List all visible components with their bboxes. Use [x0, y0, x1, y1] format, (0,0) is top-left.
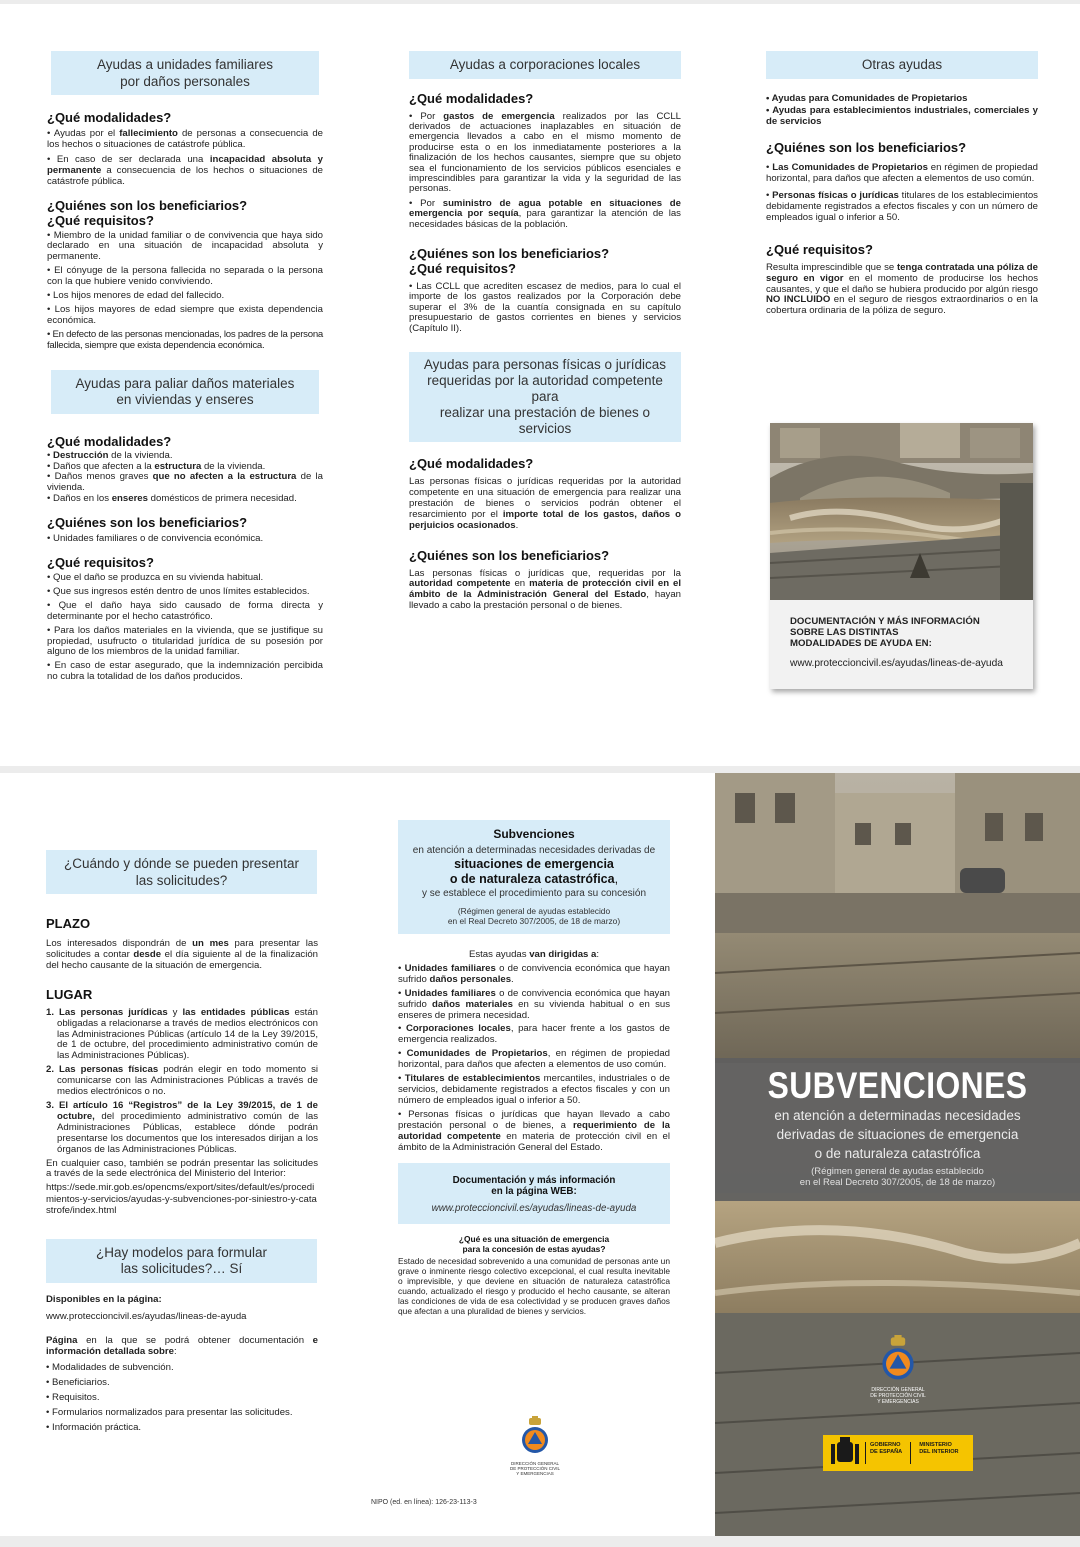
models-url-link[interactable]: www.proteccioncivil.es/ayudas/lineas-de-ayuda — [46, 1311, 247, 1323]
paragraph: • En caso de ser declarada una incapacidad absoluta y permanente a consecuencia de los hechos o situaciones de catástrofe pública. — [47, 153, 323, 187]
list-item: • Daños que afecten a la estructura de la vivienda. — [47, 460, 266, 472]
sede-url-link[interactable]: https://sede.mir.gob.es/opencms/export/sites/default/es/procedimientos-y-servicios/ayudas-y-subvenciones-por-siniestro-y-catastrofe/index.html — [46, 1182, 317, 1217]
government-logo-strip: GOBIERNO DE ESPAÑA MINISTERIO DEL INTERIOR — [823, 1435, 973, 1471]
column-when-where — [46, 850, 318, 1434]
cover-panel — [715, 773, 1080, 1536]
paragraph: Disponibles en la página: — [46, 1293, 162, 1305]
list-item: 2. Las personas físicas podrán elegir en todo momento si comunicarse con las Administraciones Públicas a través de medios electrónicos o no. — [46, 1064, 319, 1098]
list-item: • Modalidades de subvención. — [46, 1362, 174, 1374]
list-item: • Unidades familiares o de convivencia económica que hayan sufrido daños personales. — [398, 962, 670, 985]
column-family-aid — [47, 51, 323, 683]
paragraph: • Por suministro de agua potable en situaciones de emergencia por sequía, para garantizar la atención de las necesidades básicas de la población. — [409, 197, 681, 230]
requirements-list — [47, 231, 323, 352]
paragraph: En cualquier caso, también se podrán presentar las solicitudes a través de la sede electrónica del Ministerio del Interior: — [46, 1157, 318, 1180]
list-item: • Requisitos. — [46, 1392, 100, 1404]
nipo-code: NIPO (ed. en línea): 126-23-113-3 — [371, 1499, 477, 1506]
list-item: 3. El artículo 16 “Registros” de la Ley 39/2015, de 1 de octubre, del procedimiento administrativo común de las Administraciones Públicas, establece dónde podrán presentarse los documentos que los interesados dirijan a los órganos de las Administraciones Públicas. — [46, 1099, 318, 1155]
list-item: • Formularios normalizados para presentar las solicitudes. — [46, 1407, 293, 1419]
web-url-link[interactable]: www.proteccioncivil.es/ayudas/lineas-de-ayuda — [431, 1203, 637, 1215]
protection-civil-emblem-icon — [880, 1335, 916, 1383]
column-subsidies — [398, 820, 671, 1476]
list-item: • Información práctica. — [46, 1422, 142, 1434]
section-header-family-aid: Ayudas a unidades familiares por daños personales — [51, 51, 319, 95]
heading-beneficiarios: ¿Quiénes son los beneficiarios? ¿Qué requisitos? — [409, 245, 610, 276]
list-item: • Los hijos mayores de edad siempre que exista dependencia económica. — [47, 303, 323, 326]
protection-civil-logo: DIRECCIÓN GENERAL DE PROTECCIÓN CIVIL Y EMERGENCIAS — [508, 1416, 562, 1476]
beneficiaries-list — [398, 964, 670, 1154]
list-item: • Titulares de establecimientos mercantiles, industriales o de servicios, debidamente registrados a efectos fiscales y con un número de empleados igual o inferior a 50. — [398, 1073, 670, 1106]
paragraph: • Ayudas por el fallecimiento de personas a consecuencia de los hechos o situaciones de catástrofe pública. — [47, 128, 324, 150]
paragraph: • Por gastos de emergencia realizados por las CCLL derivados de actuaciones inaplazables en situación de emergencia llevados a cabo en el mismo momento de producirse esta o en los inmediatamente posteriores a la finalización de los hechos causantes, siempre que su objeto sea el funcionamiento de los servicios públicos esenciales e imprescindibles para garantizar la vida y la seguridad de las personas. — [409, 110, 682, 195]
subsidies-intro-box: Subvenciones en atención a determinadas necesidades derivadas de situaciones de emergencia o de naturaleza catastrófica, y se establece el procedimiento para su concesión (Régimen general de ayudas establecido en el Real Decreto 307/2005, de 18 de marzo) — [398, 820, 670, 934]
column-other-aid — [766, 51, 1038, 317]
list-item: • Para los daños materiales en la vivienda, que se justifique su propiedad, usufructo o titularidad jurídica de su posesión por alguno de los miembros de la unidad familiar. — [47, 624, 323, 658]
heading-beneficiarios: ¿Quiénes son los beneficiarios? ¿Qué requisitos? — [47, 197, 248, 228]
list-item: • El cónyuge de la persona fallecida no separada o la persona con la que hubiere venido conviviendo. — [47, 265, 323, 288]
heading-requisitos: ¿Qué requisitos? — [47, 555, 154, 571]
heading-modalidades: ¿Qué modalidades? — [47, 110, 172, 125]
section-header-other-aid: Otras ayudas — [766, 51, 1038, 79]
modalities-list — [47, 451, 323, 506]
paragraph: • Ayudas para establecimientos industriales, comerciales y de servicios — [766, 105, 1038, 128]
list-item: 1. Las personas jurídicas y las entidades públicas están obligadas a relacionarse a través de medios electrónicos con las Administraciones Públicas (artículo 14 de la Ley 39/2015, de 1 de octubre, del procedimiento administrativo común de las Administraciones Públicas). — [46, 1006, 319, 1062]
protection-civil-emblem-icon — [520, 1416, 550, 1456]
doc-title: DOCUMENTACIÓN Y MÁS INFORMACIÓN SOBRE LAS DISTINTAS MODALIDADES DE AYUDA EN: — [790, 616, 980, 649]
paragraph: Estas ayudas van dirigidas a: — [468, 949, 600, 960]
list-item: • Comunidades de Propietarios, en régimen de propiedad horizontal, para daños que afecten a elementos de uso común. — [398, 1048, 670, 1071]
paragraph: • Unidades familiares o de convivencia económica. — [47, 533, 264, 545]
heading-beneficiarios: ¿Quiénes son los beneficiarios? — [47, 515, 248, 531]
list-item: • Destrucción de la vivienda. — [47, 449, 173, 461]
paragraph: Resulta imprescindible que se tenga contratada una póliza de seguro en vigor en el momento de producirse los hechos causantes, y que el daño se hubiera producido por algún riesgo NO INCLUIDO en el seguro de riesgos extraordinarios o en la cobertura ordinaria de la póliza de seguro. — [766, 261, 1039, 317]
list-item: • Corporaciones locales, para hacer frente a los gastos de emergencia realizados. — [398, 1023, 671, 1046]
requirements-list — [47, 573, 323, 683]
paragraph: • Las CCLL que acrediten escasez de medios, para lo cual el importe de los gastos realizados por la Corporación debe superar el 3% de la cuantía consignada en su capítulo presupuestario de gastos corrientes en bienes y servicios (Capítulo II). — [409, 280, 681, 334]
list-item: • Miembro de la unidad familiar o de convivencia que haya sido declarado en una situación de incapacidad absoluta y permanente. — [47, 229, 323, 263]
paragraph: Las personas físicas o jurídicas que, requeridas por la autoridad competente en materia de protección civil en el ámbito de la Administración General del Estado, hayan llevado a cabo la prestación personal o de bienes. — [409, 567, 681, 612]
heading-lugar: LUGAR — [46, 986, 93, 1002]
list-item: • Unidades familiares o de convivencia económica que hayan sufrido daños materiales en su vivienda habitual o en sus enseres de primera necesidad. — [398, 987, 670, 1021]
list-item: • Daños menos graves que no afecten a la estructura de la vivienda. — [47, 471, 323, 494]
brochure-outer-side — [0, 4, 1080, 766]
places-list — [46, 1008, 318, 1156]
flood-bridge-photo — [770, 423, 1033, 600]
section-header-when-where: ¿Cuándo y dónde se pueden presentar las solicitudes? — [46, 850, 317, 894]
section-header-local-corporations: Ayudas a corporaciones locales — [409, 51, 681, 79]
list-item: • En caso de estar asegurado, que la indemnización percibida no cubra la totalidad de los daños producidos. — [47, 660, 323, 683]
web-info-box: Documentación y más información en la página WEB: www.proteccioncivil.es/ayudas/lineas-de-ayuda — [398, 1163, 670, 1224]
section-header-material-damage: Ayudas para paliar daños materiales en viviendas y enseres — [51, 370, 319, 414]
list-item: • Que el daño se produzca en su vivienda habitual. — [47, 572, 264, 584]
list-item: • Personas físicas o jurídicas que hayan llevado a cabo prestación personal o de bienes, a requerimiento de la autoridad competente en materia de protección civil en el ámbito de la Administración General del Estado. — [398, 1108, 670, 1153]
cover-title: SUBVENCIONES — [767, 1065, 1028, 1106]
heading-requisitos: ¿Qué requisitos? — [766, 241, 873, 257]
heading-modalidades: ¿Qué modalidades? — [47, 433, 172, 449]
heading-modalidades: ¿Qué modalidades? — [409, 90, 534, 106]
info-card — [770, 423, 1033, 689]
flood-photo-illustration — [770, 423, 1033, 600]
section-header-models: ¿Hay modelos para formular las solicitudes?… Sí — [46, 1239, 317, 1283]
heading-plazo: PLAZO — [46, 916, 91, 931]
coat-of-arms-icon — [825, 1436, 865, 1470]
emergency-definition: Estado de necesidad sobrevenido a una comunidad de personas ante un grave o inminente riesgo colectivo excepcional, el cual resulta inevitable o imprevisible, y que deviene en situación de naturaleza catastrófica cuando, actualizado el riesgo y producido el hecho causante, se alteran las condiciones de vida de esa colectividad y se producen graves daños que afectan a una pluralidad de bienes y servicios. — [398, 1256, 670, 1317]
doc-url-link[interactable]: www.proteccioncivil.es/ayudas/lineas-de-ayuda — [790, 658, 1003, 669]
list-item: • Que el daño haya sido causado de forma directa y determinante por el hecho catastrófico. — [47, 599, 323, 622]
cover-title-band: SUBVENCIONES en atención a determinadas necesidades derivadas de situaciones de emergencia o de naturaleza catastrófica (Régimen general de ayudas establecido en el Real Decreto 307/2005, de 18 de marzo) — [715, 1058, 1080, 1201]
brochure-inner-side — [0, 773, 1080, 1536]
heading-beneficiarios: ¿Quiénes son los beneficiarios? — [409, 547, 610, 563]
list-item: • Beneficiarios. — [46, 1377, 110, 1389]
paragraph: • Personas físicas o jurídicas titulares de los establecimientos debidamente registrados a efectos fiscales y con un número de empleados igual o inferior a 50. — [766, 190, 1038, 223]
heading-modalidades: ¿Qué modalidades? — [409, 456, 534, 471]
cover-protection-civil-logo: DIRECCIÓN GENERAL DE PROTECCIÓN CIVIL Y EMERGENCIAS — [863, 1335, 933, 1405]
emergency-definition-title: ¿Qué es una situación de emergencia para la concesión de estas ayudas? — [458, 1234, 610, 1255]
info-list — [46, 1361, 318, 1434]
paragraph: • Ayudas para Comunidades de Propietarios — [766, 92, 968, 104]
list-item: • Los hijos menores de edad del fallecido. — [47, 290, 225, 302]
heading-beneficiarios: ¿Quiénes son los beneficiarios? — [766, 140, 967, 156]
section-header-persons-aid: Ayudas para personas físicas o jurídicas requeridas por la autoridad competente para realizar una prestación de bienes o servicios — [409, 352, 681, 442]
list-item: • Que sus ingresos estén dentro de unos límites establecidos. — [47, 585, 310, 597]
paragraph: Los interesados dispondrán de un mes para presentar las solicitudes a contar desde el día siguiente al de la finalización del hecho causante de la situación de emergencia. — [46, 938, 318, 971]
list-item: • Daños en los enseres domésticos de primera necesidad. — [47, 493, 297, 505]
list-item: • En defecto de las personas mencionadas, los padres de la persona fallecida, siempre que exista dependencia económica. — [47, 328, 323, 351]
paragraph: Página en la que se podrá obtener documentación e información detallada sobre: — [46, 1335, 318, 1358]
paragraph: • Las Comunidades de Propietarios en régimen de propiedad horizontal, para daños que afecten a elementos de uso común. — [766, 162, 1039, 185]
column-local-corporations — [409, 51, 681, 612]
paragraph: Las personas físicas o jurídicas requeridas por la autoridad competente en una situación de emergencia para realizar una prestación de bienes o servicios podrán obtener el resarcimiento por el importe total de los gastos, daños o perjuicios ocasionados. — [409, 476, 681, 531]
